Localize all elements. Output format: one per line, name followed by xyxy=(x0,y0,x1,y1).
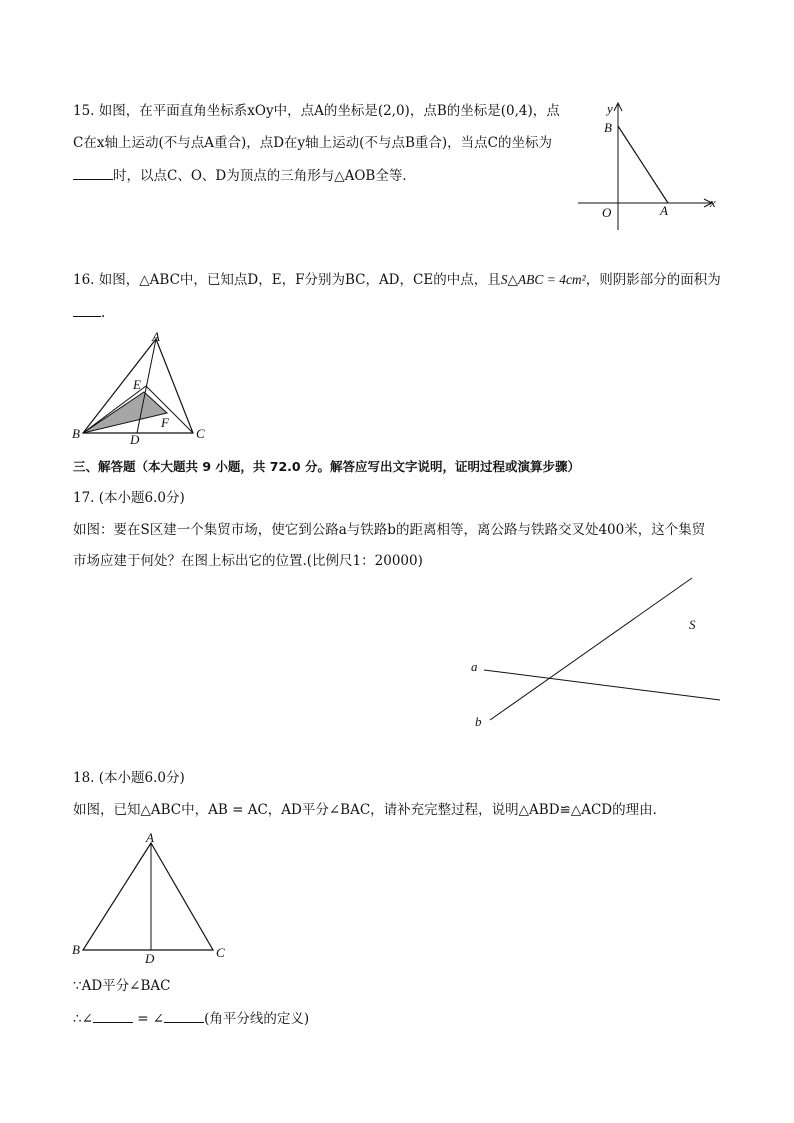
q15-label-O: O xyxy=(602,205,612,220)
q18-label-C: C xyxy=(216,945,225,960)
q18-step-2-prefix: ∴∠ xyxy=(73,1011,93,1027)
q17-line-1: 如图：要在S区建一个集贸市场，使它到公路a与铁路b的距离相等，离公路与铁路交叉处400米，这个集贸 xyxy=(73,522,706,538)
q16-line-2-text: . xyxy=(101,305,106,321)
q16-shaded-region xyxy=(83,392,167,433)
q16-label-A: A xyxy=(152,330,160,344)
q17-label-b: b xyxy=(475,714,482,729)
q15-label-A: A xyxy=(660,203,668,218)
q18-blank-2[interactable] xyxy=(164,1009,204,1023)
q17-label-S: S xyxy=(689,617,696,632)
q15-label-B: B xyxy=(604,120,612,135)
q17-line-2: 市场应建于何处？在图上标出它的位置.(比例尺1：20000) xyxy=(73,553,423,569)
q18-label-D: D xyxy=(145,951,155,965)
q15-line-3-text: 时，以点C、O、D为顶点的三角形与△AOB全等． xyxy=(113,168,416,184)
q16-line-1 xyxy=(73,271,721,289)
q15-answer-blank[interactable] xyxy=(73,166,113,180)
section-3-heading: 三、解答题（本大题共 9 小题，共 72.0 分。解答应写出文字说明，证明过程或演算步骤） xyxy=(73,459,580,474)
q16-line-1-b: ，则阴影部分的面积为 xyxy=(585,272,721,288)
q17-title: 17. (本小题6.0分) xyxy=(73,490,185,506)
q15-line-3 xyxy=(73,166,416,185)
q18-label-A: A xyxy=(146,830,154,845)
q18-step-2-suffix: (角平分线的定义) xyxy=(204,1011,310,1027)
q15-line-1: 15. 如图，在平面直角坐标系xOy中，点A的坐标是(2,0)，点B的坐标是(0,4)，点 xyxy=(73,103,560,119)
q17-road-rail-figure xyxy=(460,570,730,735)
q16-answer-blank[interactable] xyxy=(73,303,101,317)
q16-line-2 xyxy=(73,303,105,322)
q18-triangle-figure xyxy=(66,830,236,965)
q15-coordinate-figure xyxy=(572,98,722,234)
q18-label-B: B xyxy=(72,942,80,957)
q17-label-a: a xyxy=(471,659,478,674)
q16-area-formula: S△ABC = 4cm² xyxy=(500,272,586,287)
q16-label-C: C xyxy=(196,426,205,441)
q16-triangle-figure xyxy=(66,330,216,445)
q18-line-1: 如图，已知△ABC中，AB = AC，AD平分∠BAC，请补充完整过程，说明△ABD≌△ACD的理由． xyxy=(73,802,667,818)
q18-step-2-mid: = ∠ xyxy=(132,1011,165,1027)
q15-line-2: C在x轴上运动(不与点A重合)，点D在y轴上运动(不与点B重合)，当点C的坐标为 xyxy=(73,135,552,151)
q16-label-E: E xyxy=(133,377,141,392)
q18-title: 18. (本小题6.0分) xyxy=(73,770,185,786)
q16-line-1-a: 16. 如图，△ABC中，已知点D，E，F分别为BC，AD，CE的中点，且 xyxy=(73,272,501,288)
q15-label-x: x xyxy=(710,195,716,210)
q15-label-y: y xyxy=(607,101,613,116)
q18-step-2 xyxy=(73,1009,309,1028)
q18-step-1: ∵AD平分∠BAC xyxy=(73,978,171,994)
q16-label-D: D xyxy=(130,432,140,445)
q16-label-B: B xyxy=(72,426,80,441)
q18-blank-1[interactable] xyxy=(93,1009,133,1023)
q16-label-F: F xyxy=(161,415,169,430)
